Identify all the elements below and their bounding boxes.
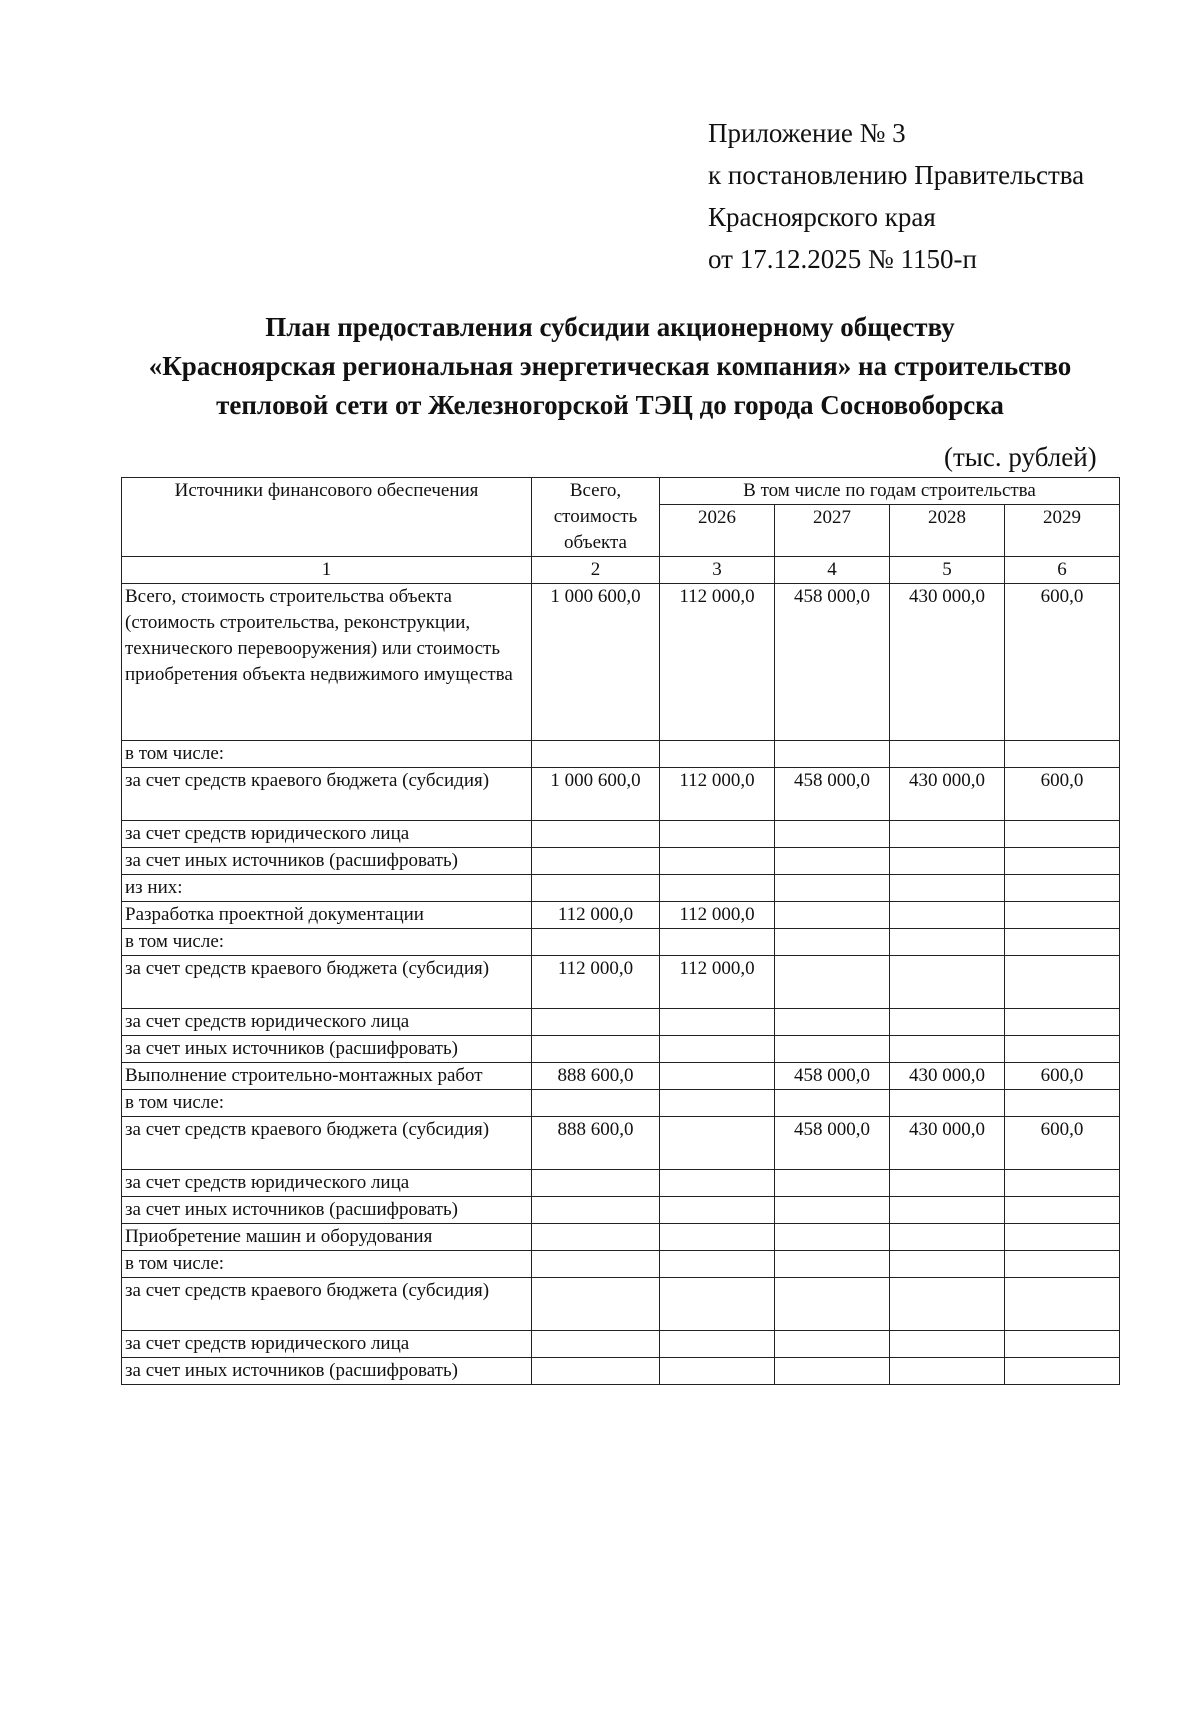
table-row xyxy=(122,902,1120,929)
cell-total xyxy=(532,1331,660,1358)
cell-y2027 xyxy=(775,1090,890,1117)
cell-y2028: 430 000,0 xyxy=(890,1063,1005,1090)
cell-y2026 xyxy=(660,875,775,902)
cell-total xyxy=(532,821,660,848)
table-row xyxy=(122,1063,1120,1090)
appendix-line: к постановлению Правительства xyxy=(708,160,1085,190)
cell-y2029 xyxy=(1005,1278,1120,1331)
cell-y2029: 600,0 xyxy=(1005,1063,1120,1090)
cell-y2028 xyxy=(890,1251,1005,1278)
appendix-line: Приложение № 3 xyxy=(708,118,906,148)
cell-y2028 xyxy=(890,875,1005,902)
header-by-years: В том числе по годам строительства xyxy=(660,478,1120,505)
cell-y2026 xyxy=(660,1036,775,1063)
cell-y2029 xyxy=(1005,902,1120,929)
cell-y2029 xyxy=(1005,956,1120,1009)
column-number: 2 xyxy=(532,557,660,584)
row-label: за счет иных источников (расшифровать) xyxy=(122,1036,532,1063)
table-row xyxy=(122,1278,1120,1331)
cell-y2028 xyxy=(890,848,1005,875)
cell-total: 1 000 600,0 xyxy=(532,768,660,821)
cell-y2028 xyxy=(890,929,1005,956)
row-label: за счет иных источников (расшифровать) xyxy=(122,1358,532,1385)
cell-y2027 xyxy=(775,1170,890,1197)
subsidy-plan-table xyxy=(121,477,1120,1385)
table-row xyxy=(122,875,1120,902)
table-row xyxy=(122,741,1120,768)
cell-y2028: 430 000,0 xyxy=(890,1117,1005,1170)
cell-y2027: 458 000,0 xyxy=(775,584,890,741)
cell-y2026 xyxy=(660,821,775,848)
cell-total xyxy=(532,1278,660,1331)
cell-y2026 xyxy=(660,1278,775,1331)
cell-total xyxy=(532,1197,660,1224)
cell-y2026 xyxy=(660,848,775,875)
cell-y2026: 112 000,0 xyxy=(660,768,775,821)
cell-y2029 xyxy=(1005,1197,1120,1224)
cell-y2028: 430 000,0 xyxy=(890,584,1005,741)
cell-y2027 xyxy=(775,902,890,929)
table-row xyxy=(122,1170,1120,1197)
cell-y2029 xyxy=(1005,1170,1120,1197)
table-row xyxy=(122,1090,1120,1117)
cell-y2026: 112 000,0 xyxy=(660,902,775,929)
cell-y2026: 112 000,0 xyxy=(660,956,775,1009)
column-number: 5 xyxy=(890,557,1005,584)
table-row xyxy=(122,1251,1120,1278)
row-label: за счет средств краевого бюджета (субсидия) xyxy=(122,768,532,821)
cell-y2029 xyxy=(1005,875,1120,902)
column-number-row xyxy=(122,557,1120,584)
row-label: за счет средств юридического лица xyxy=(122,1331,532,1358)
column-number: 6 xyxy=(1005,557,1120,584)
cell-y2026 xyxy=(660,1117,775,1170)
title-line: План предоставления субсидии акционерному обществу xyxy=(265,312,955,342)
cell-y2029 xyxy=(1005,848,1120,875)
row-label: за счет средств краевого бюджета (субсидия) xyxy=(122,1278,532,1331)
cell-y2028 xyxy=(890,1224,1005,1251)
cell-total xyxy=(532,848,660,875)
cell-total xyxy=(532,1170,660,1197)
table-row xyxy=(122,929,1120,956)
cell-total: 888 600,0 xyxy=(532,1117,660,1170)
table-row xyxy=(122,768,1120,821)
appendix-line: от 17.12.2025 № 1150-п xyxy=(708,244,977,274)
table-row xyxy=(122,1117,1120,1170)
cell-y2028 xyxy=(890,1331,1005,1358)
cell-y2026 xyxy=(660,1251,775,1278)
column-number: 1 xyxy=(122,557,532,584)
row-label: за счет средств юридического лица xyxy=(122,821,532,848)
cell-total xyxy=(532,1251,660,1278)
cell-y2029 xyxy=(1005,741,1120,768)
table-row xyxy=(122,821,1120,848)
cell-y2029 xyxy=(1005,1358,1120,1385)
title-line: тепловой сети от Железногорской ТЭЦ до города Сосновоборска xyxy=(216,390,1004,420)
row-label: за счет иных источников (расшифровать) xyxy=(122,848,532,875)
cell-y2029 xyxy=(1005,1224,1120,1251)
table-row xyxy=(122,584,1120,741)
table-row xyxy=(122,956,1120,1009)
cell-y2029: 600,0 xyxy=(1005,768,1120,821)
cell-y2028 xyxy=(890,1009,1005,1036)
cell-y2026 xyxy=(660,1090,775,1117)
document-title xyxy=(100,308,1120,425)
table-row xyxy=(122,1197,1120,1224)
table-row xyxy=(122,1358,1120,1385)
header-year: 2028 xyxy=(890,505,1005,557)
row-label: за счет средств краевого бюджета (субсидия) xyxy=(122,1117,532,1170)
cell-y2026 xyxy=(660,1009,775,1036)
cell-y2027 xyxy=(775,1036,890,1063)
header-sources: Источники финансового обеспечения xyxy=(122,478,532,557)
cell-y2027 xyxy=(775,1197,890,1224)
cell-y2029 xyxy=(1005,929,1120,956)
cell-y2027 xyxy=(775,929,890,956)
header-year: 2029 xyxy=(1005,505,1120,557)
cell-y2029: 600,0 xyxy=(1005,584,1120,741)
cell-y2026 xyxy=(660,929,775,956)
cell-y2026: 112 000,0 xyxy=(660,584,775,741)
column-number: 4 xyxy=(775,557,890,584)
cell-y2028 xyxy=(890,741,1005,768)
cell-y2027 xyxy=(775,1331,890,1358)
table-row xyxy=(122,1036,1120,1063)
row-label: за счет средств юридического лица xyxy=(122,1170,532,1197)
cell-y2026 xyxy=(660,1170,775,1197)
appendix-header xyxy=(708,112,1084,280)
cell-total xyxy=(532,1224,660,1251)
header-total: Всего, стоимость объекта xyxy=(532,478,660,557)
cell-y2027: 458 000,0 xyxy=(775,1063,890,1090)
cell-y2028 xyxy=(890,902,1005,929)
cell-total xyxy=(532,1358,660,1385)
cell-y2028: 430 000,0 xyxy=(890,768,1005,821)
cell-y2026 xyxy=(660,1331,775,1358)
row-label: за счет средств юридического лица xyxy=(122,1009,532,1036)
row-label: в том числе: xyxy=(122,929,532,956)
cell-y2028 xyxy=(890,1090,1005,1117)
cell-y2028 xyxy=(890,1278,1005,1331)
cell-y2026 xyxy=(660,1358,775,1385)
cell-y2027 xyxy=(775,1358,890,1385)
cell-total xyxy=(532,875,660,902)
row-label: за счет иных источников (расшифровать) xyxy=(122,1197,532,1224)
table-row xyxy=(122,1224,1120,1251)
cell-y2029 xyxy=(1005,821,1120,848)
cell-y2028 xyxy=(890,1358,1005,1385)
cell-total: 112 000,0 xyxy=(532,902,660,929)
cell-y2029 xyxy=(1005,1251,1120,1278)
row-label: Разработка проектной документации xyxy=(122,902,532,929)
row-label: Приобретение машин и оборудования xyxy=(122,1224,532,1251)
cell-y2027 xyxy=(775,1251,890,1278)
cell-y2027 xyxy=(775,1224,890,1251)
cell-y2029 xyxy=(1005,1036,1120,1063)
cell-y2027 xyxy=(775,875,890,902)
cell-y2027 xyxy=(775,741,890,768)
cell-y2028 xyxy=(890,821,1005,848)
header-year: 2026 xyxy=(660,505,775,557)
table-row xyxy=(122,1009,1120,1036)
cell-y2026 xyxy=(660,741,775,768)
cell-y2027 xyxy=(775,1009,890,1036)
cell-y2027: 458 000,0 xyxy=(775,1117,890,1170)
cell-y2029 xyxy=(1005,1090,1120,1117)
cell-total xyxy=(532,1090,660,1117)
table-row xyxy=(122,1331,1120,1358)
header-year: 2027 xyxy=(775,505,890,557)
row-label: в том числе: xyxy=(122,741,532,768)
row-label: в том числе: xyxy=(122,1251,532,1278)
units-label: (тыс. рублей) xyxy=(944,442,1097,472)
cell-y2028 xyxy=(890,1197,1005,1224)
title-line: «Красноярская региональная энергетическая компания» на строительство xyxy=(148,351,1072,381)
row-label: за счет средств краевого бюджета (субсидия) xyxy=(122,956,532,1009)
cell-total xyxy=(532,741,660,768)
row-label: в том числе: xyxy=(122,1090,532,1117)
appendix-line: Красноярского края xyxy=(708,202,936,232)
cell-y2028 xyxy=(890,1036,1005,1063)
table-row xyxy=(122,848,1120,875)
row-label: Всего, стоимость строительства объекта (стоимость строительства, реконструкции, технического перевооружения) или стоимость приобретения объекта недвижимого имущества xyxy=(122,584,532,741)
cell-total xyxy=(532,929,660,956)
cell-y2029 xyxy=(1005,1009,1120,1036)
cell-y2029 xyxy=(1005,1331,1120,1358)
row-label: Выполнение строительно-монтажных работ xyxy=(122,1063,532,1090)
cell-y2027 xyxy=(775,1278,890,1331)
cell-y2026 xyxy=(660,1197,775,1224)
cell-y2027 xyxy=(775,848,890,875)
cell-y2026 xyxy=(660,1063,775,1090)
cell-total: 112 000,0 xyxy=(532,956,660,1009)
cell-total xyxy=(532,1009,660,1036)
cell-total: 1 000 600,0 xyxy=(532,584,660,741)
column-number: 3 xyxy=(660,557,775,584)
cell-y2026 xyxy=(660,1224,775,1251)
row-label: из них: xyxy=(122,875,532,902)
cell-y2027 xyxy=(775,821,890,848)
cell-y2029: 600,0 xyxy=(1005,1117,1120,1170)
cell-y2027 xyxy=(775,956,890,1009)
cell-y2028 xyxy=(890,1170,1005,1197)
cell-y2027: 458 000,0 xyxy=(775,768,890,821)
cell-y2028 xyxy=(890,956,1005,1009)
cell-total xyxy=(532,1036,660,1063)
cell-total: 888 600,0 xyxy=(532,1063,660,1090)
